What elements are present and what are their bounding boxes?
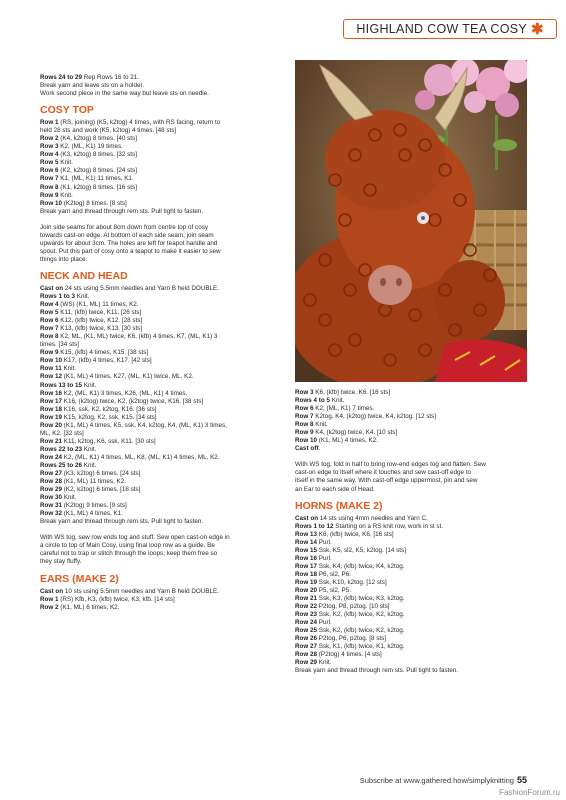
pattern-line [40,349,278,357]
pattern-line [40,208,278,216]
row-instruction: Ssk, K1, (kfb) twice, K1, k2tog. [317,643,405,651]
row-label: Row 21 [40,437,63,445]
row-instruction: spout. Put this part of cosy onto a teapot to make it easier to sew [40,247,221,255]
row-instruction: Purl. [317,538,332,546]
row-instruction: K17, (kfb) 4 times, K17. [42 sts] [62,357,152,365]
row-label: Row 26 [295,635,318,643]
pattern-line [40,200,278,208]
row-instruction: K15, (kfb) 4 times, K15. [38 sts] [58,349,149,357]
row-instruction: ML, K2. [32 sts] [40,429,84,437]
row-instruction: Knit. [82,461,97,469]
row-instruction: (K3, k2tog) 6 times. [24 sts] [62,470,141,478]
row-label: Row 9 [295,429,314,437]
row-instruction: P6, sl2, P6. [317,570,351,578]
pattern-line [40,588,278,596]
pattern-line [295,477,527,485]
row-label: Row 19 [295,578,318,586]
row-label: Rows 25 to 26 [40,461,82,469]
pattern-line [295,405,527,413]
pattern-line [40,558,278,566]
row-label: Row 2 [40,135,59,143]
row-label: Row 30 [40,494,63,502]
row-instruction: Knit. [58,159,73,167]
paragraph-gap [40,216,278,224]
row-instruction: With WS tog, sew row ends tog and stuff. Sew open cast-on edge in [40,534,230,542]
pattern-line [295,389,527,397]
pattern-line [40,232,278,240]
row-instruction: K2tog, K4, (k2tog) twice, K4, k2tog. [12 sts] [313,413,437,421]
pattern-line [295,595,527,603]
row-label: Row 10 [40,199,63,207]
row-instruction: Knit. [75,292,90,300]
row-label: Rows 1 to 3 [40,292,75,300]
row-label: Row 5 [40,309,59,317]
row-label: Row 21 [295,595,318,603]
pattern-line [40,478,278,486]
row-label: Row 5 [40,159,59,167]
row-label: Row 6 [40,167,59,175]
row-label: Row 17 [295,562,318,570]
row-label: Row 9 [40,349,59,357]
pattern-line [40,604,278,612]
pattern-line [40,192,278,200]
row-instruction: K13, (kfb) twice, K13. [30 sts] [58,325,143,333]
row-label: Row 12 [40,373,63,381]
row-instruction: (P2tog) 4 times. [4 sts] [317,651,382,659]
row-instruction: cast-on edge to itself where it touches and sew cast-off edge to [295,469,471,477]
row-label: Row 7 [295,413,314,421]
pattern-line [295,651,527,659]
pattern-line [40,486,278,494]
row-instruction: . [318,445,321,453]
row-instruction: Knit. [82,381,97,389]
pattern-line [40,390,278,398]
row-label: Row 10 [40,357,63,365]
row-instruction: an Ear to each side of Head. [295,485,375,493]
row-label: Rows 22 to 23 [40,445,82,453]
pattern-line [40,333,278,341]
row-instruction: K6, (kfb) twice, K6. [16 sts] [313,389,391,396]
row-label: Row 3 [295,389,314,396]
row-label: Row 8 [40,333,59,341]
row-instruction: Ssk, K2, (kfb) twice, K2, k2tog. [317,611,405,619]
row-instruction: K6, (kfb) twice, K6. [16 sts] [317,530,394,538]
pattern-line [295,461,527,469]
pattern-line [40,502,278,510]
pattern-line [295,587,527,595]
pattern-line [295,563,527,571]
row-label: Cast on [40,587,64,595]
row-label: Row 25 [295,627,318,635]
row-label: Cast on [40,284,64,292]
row-label: Row 16 [295,554,318,562]
row-label: Row 23 [295,611,318,619]
pattern-line [295,421,527,429]
page-title: HIGHLAND COW TEA COSY [356,22,528,36]
row-instruction: (K2, k2tog) 6 times. [18 sts] [62,486,141,494]
pattern-line [40,159,278,167]
page-footer [315,775,527,785]
row-instruction: K4, (k2tog) twice, K4. [10 sts] [313,429,398,437]
row-label: Row 20 [295,586,318,594]
row-label: Row 28 [40,478,63,486]
row-instruction: Break yarn and leave sts on a holder. [40,82,144,90]
pattern-line [40,438,278,446]
page-number: 55 [516,775,527,785]
row-instruction: K16, ssk, K2, k2tog, K16. [36 sts] [62,405,157,413]
row-instruction: K2, (ML, K1) 3 times, K26, (ML, K1) 4 times. [62,389,188,397]
row-label: Row 27 [40,470,63,478]
subscribe-link[interactable]: Subscribe at www.gathered.how/simplyknitting [359,776,514,785]
pattern-line [40,430,278,438]
row-label: Row 27 [295,643,318,651]
pattern-line [295,611,527,619]
pattern-line [295,539,527,547]
paragraph-gap [295,453,527,461]
cow-illustration [295,60,527,382]
row-instruction: (K4, k2tog) 8 times. [40 sts] [58,135,137,143]
row-instruction: K2, (ML, K1) 7 times. [313,405,375,413]
pattern-line [295,515,527,523]
row-instruction: careful not to trap or stitch through the loops; keep them free so [40,550,218,558]
row-label: Row 31 [40,502,63,510]
row-label: Cast off [295,445,319,453]
row-instruction: times. [34 sts] [40,341,79,349]
row-instruction: itself in the same way. With cast-off edge uppermost, pin and sew [295,477,478,485]
pattern-line [295,659,527,667]
pattern-line [40,293,278,301]
row-instruction: Knit. [317,659,332,667]
pattern-line [40,414,278,422]
row-label: Row 22 [295,603,318,611]
row-label: Row 18 [295,570,318,578]
row-label: Row 24 [40,453,63,461]
row-instruction: Knit. [82,445,97,453]
row-label: Rows 1 to 12 [295,522,334,530]
row-label: Row 29 [295,659,318,667]
row-instruction: (K3, k2tog) 8 times. [32 sts] [58,151,137,159]
pattern-line [40,90,278,98]
row-instruction: (K1, ML) 4 times, K1. [62,510,123,518]
row-label: Row 32 [40,510,63,518]
row-label: Row 15 [295,546,318,554]
row-instruction: 24 sts using 5.5mm needles and Yarn B held DOUBLE. [63,284,219,292]
row-instruction: K11, k2tog, K6, ssk, K11. [30 sts] [62,437,156,445]
row-label: Row 4 [40,301,59,309]
row-label: Row 11 [40,365,62,373]
row-label: Row 6 [295,405,314,413]
pattern-line [40,224,278,232]
row-instruction: Knit. [62,494,77,502]
row-label: Row 14 [295,538,318,546]
row-instruction: Ssk, K5, sl2, K5, k2tog. [14 sts] [317,546,406,554]
row-label: Rows 4 to 5 [295,397,330,405]
row-label: Row 13 [295,530,318,538]
pattern-line [40,309,278,317]
asterisk-icon: ✱ [531,20,544,38]
row-label: Row 1 [40,595,59,603]
pattern-line [40,167,278,175]
pattern-line [40,285,278,293]
pattern-line [40,454,278,462]
pattern-line [40,240,278,248]
row-instruction: things into place. [40,255,88,263]
pattern-line [295,429,527,437]
row-instruction: Knit. [330,397,345,405]
row-instruction: (K1, ML) 4 times, K5, ssk, K4, k2tog, K4, (ML, K1) 3 times, [62,421,227,429]
row-label: Row 6 [40,317,59,325]
pattern-line [40,301,278,309]
row-instruction: K2, (ML, K1) 19 times. [58,143,123,151]
row-instruction: K2, (ML, K1) 4 times, ML, K8, (ML, K1) 4 times, ML, K2. [62,453,220,461]
row-instruction: P5, sl2, P5. [317,586,351,594]
pattern-line [295,413,527,421]
row-instruction: Break yarn and thread through rem sts. Pull tight to fasten. [40,518,204,526]
pattern-line [40,256,278,264]
row-instruction: upwards for about 3cm. The holes are left for teapot handle and [40,239,218,247]
row-instruction: they stay fluffy. [40,558,82,566]
section-heading: COSY TOP [40,104,94,117]
pattern-line [40,135,278,143]
pattern-line [295,445,527,453]
pattern-line [40,518,278,526]
pattern-line [40,184,278,192]
row-label: Cast on [295,514,319,522]
row-instruction: K1, (ML, K1) 11 times, K1. [58,175,134,183]
pattern-line [295,627,527,635]
pattern-line [40,127,278,135]
watermark: FashionForum.ru [499,788,560,797]
row-label: Row 7 [40,175,59,183]
row-instruction: P2tog, P8, p2tog. [10 sts] [317,603,390,611]
row-instruction: Ssk, K10, k2tog. [12 sts] [317,578,387,586]
pattern-line [40,446,278,454]
row-label: Row 24 [295,619,318,627]
pattern-line [295,547,527,555]
pattern-line [295,523,527,531]
row-label: Row 16 [40,389,63,397]
pattern-line [40,119,278,127]
pattern-line [40,534,278,542]
pattern-line [295,571,527,579]
section-heading: NECK AND HEAD [40,269,128,282]
pattern-line [40,596,278,604]
row-instruction: 14 sts using 4mm needles and Yarn C. [318,514,428,522]
row-label: Row 1 [40,119,59,127]
row-instruction: K11, (kfb) twice, K11. [26 sts] [58,309,142,317]
right-column [295,389,527,676]
pattern-line [40,341,278,349]
pattern-line [40,143,278,151]
row-instruction: Ssk, K3, (kfb) twice, K3, k2tog. [317,595,405,603]
paragraph-gap [40,526,278,534]
row-instruction: Work second piece in the same way but leave sts on needle. [40,90,209,98]
row-instruction: (RS) Kfb, K3, (kfb) twice, K3, kfb. [14 sts] [58,595,175,603]
pattern-line [40,494,278,502]
row-label: Row 8 [295,421,314,429]
pattern-line [40,550,278,558]
section-heading: HORNS (MAKE 2) [295,499,383,512]
pattern-line [40,398,278,406]
row-instruction: a circle to top of Main Cosy, using final loop row as a guide. Be [40,542,215,550]
row-instruction: P2tog, P6, p2tog. [8 sts] [317,635,387,643]
row-instruction: (K1, ML) 11 times, K2. [62,478,126,486]
row-instruction: (WS) (K1, ML) 11 times, K2. [58,301,139,309]
row-label: Rows 13 to 15 [40,381,82,389]
row-label: Row 8 [40,183,59,191]
row-instruction: With WS tog, fold in half to bring row-end edges tog and flatten. Sew [295,461,486,469]
row-instruction: Knit. [313,421,328,429]
pattern-line [40,74,278,82]
row-instruction: K15, k2tog, K2, ssk, K15. [34 sts] [62,413,157,421]
row-instruction: (K2, k2tog) 8 times. [24 sts] [58,167,137,175]
row-label: Row 18 [40,405,63,413]
pattern-line [40,373,278,381]
row-label: Row 19 [40,413,63,421]
row-label: Row 7 [40,325,59,333]
pattern-line [295,397,527,405]
row-label: Row 3 [40,143,59,151]
row-instruction: (K1, ML) 4 times, K27, (ML, K1) twice, ML, K2. [62,373,194,381]
row-instruction: (K2tog) 8 times. [8 sts] [62,199,127,207]
row-instruction: Ssk, K4, (kfb) twice, K4, k2tog. [317,562,405,570]
pattern-line [40,470,278,478]
pattern-line [40,422,278,430]
row-label: Row 20 [40,421,63,429]
pattern-line [295,635,527,643]
pattern-line [40,151,278,159]
row-instruction: (K1, k2tog) 8 times. [16 sts] [58,183,137,191]
pattern-line [40,510,278,518]
pattern-line [40,365,278,373]
knitted-cow-photo [295,60,527,382]
pattern-line [40,406,278,414]
pattern-line [40,248,278,256]
row-label: Row 9 [40,191,59,199]
row-instruction: K12, (kfb) twice, K12. [28 sts] [58,317,143,325]
pattern-line [295,486,527,494]
row-label: Row 4 [40,151,59,159]
pattern-line [40,382,278,390]
row-instruction: Break yarn and thread through rem sts. Pull tight to fasten. [295,667,459,675]
pattern-line [295,643,527,651]
pattern-line [295,531,527,539]
section-heading: EARS (MAKE 2) [40,572,119,585]
row-label: Row 28 [295,651,318,659]
pattern-line [295,603,527,611]
row-label: Row 29 [40,486,63,494]
left-column [40,74,278,612]
pattern-line [40,542,278,550]
row-instruction: Knit. [58,191,73,199]
pattern-line [40,175,278,183]
row-instruction: K16, (k2tog) twice, K2, (k2tog) twice, K16. [38 sts] [62,397,204,405]
pattern-line [40,317,278,325]
row-label: Row 17 [40,397,63,405]
row-instruction: Knit. [61,365,77,373]
pattern-line [40,462,278,470]
row-instruction: Break yarn and thread through rem sts. Pull tight to fasten. [40,207,204,215]
row-instruction: Ssk, K2, (kfb) twice, K2, k2tog. [317,627,405,635]
row-instruction: (K1, ML) 6 times, K2. [58,603,120,611]
pattern-line [295,469,527,477]
page-header [343,19,557,39]
row-instruction: (K2tog) 9 times. [9 sts] [62,502,127,510]
pattern-line [40,357,278,365]
row-instruction: 10 sts using 5.5mm needles and Yarn B held DOUBLE. [63,587,219,595]
row-instruction: K2, ML, (K1, ML) twice, K6, (kfb) 4 times, K7, (ML, K1) 3 [58,333,218,341]
row-instruction: Rep Rows 16 to 21. [82,74,140,81]
row-label: Row 2 [40,603,59,611]
row-instruction: towards cast-on edge. At bottom of each side seam, join seam [40,231,214,239]
row-instruction: Purl. [317,619,332,627]
pattern-line [295,555,527,563]
row-label: Row 10 [295,437,318,445]
pattern-line [295,579,527,587]
row-instruction: Starting on a RS knit row, work in st st. [333,522,444,530]
row-instruction: (RS, joining) (K5, k2tog) 4 times, with RS facing, return to [58,119,221,127]
row-instruction: Join side seams for about 8cm down from centre top of cosy [40,223,208,231]
row-label: Rows 24 to 29 [40,74,82,81]
row-instruction: held 28 sts and work (K5, k2tog) 4 times. [48 sts] [40,127,177,135]
row-instruction: Purl. [317,554,332,562]
pattern-line [40,325,278,333]
pattern-line [295,437,527,445]
pattern-line [295,619,527,627]
pattern-line [295,667,527,675]
row-instruction: (K1, ML) 4 times, K2. [317,437,378,445]
pattern-line [40,82,278,90]
